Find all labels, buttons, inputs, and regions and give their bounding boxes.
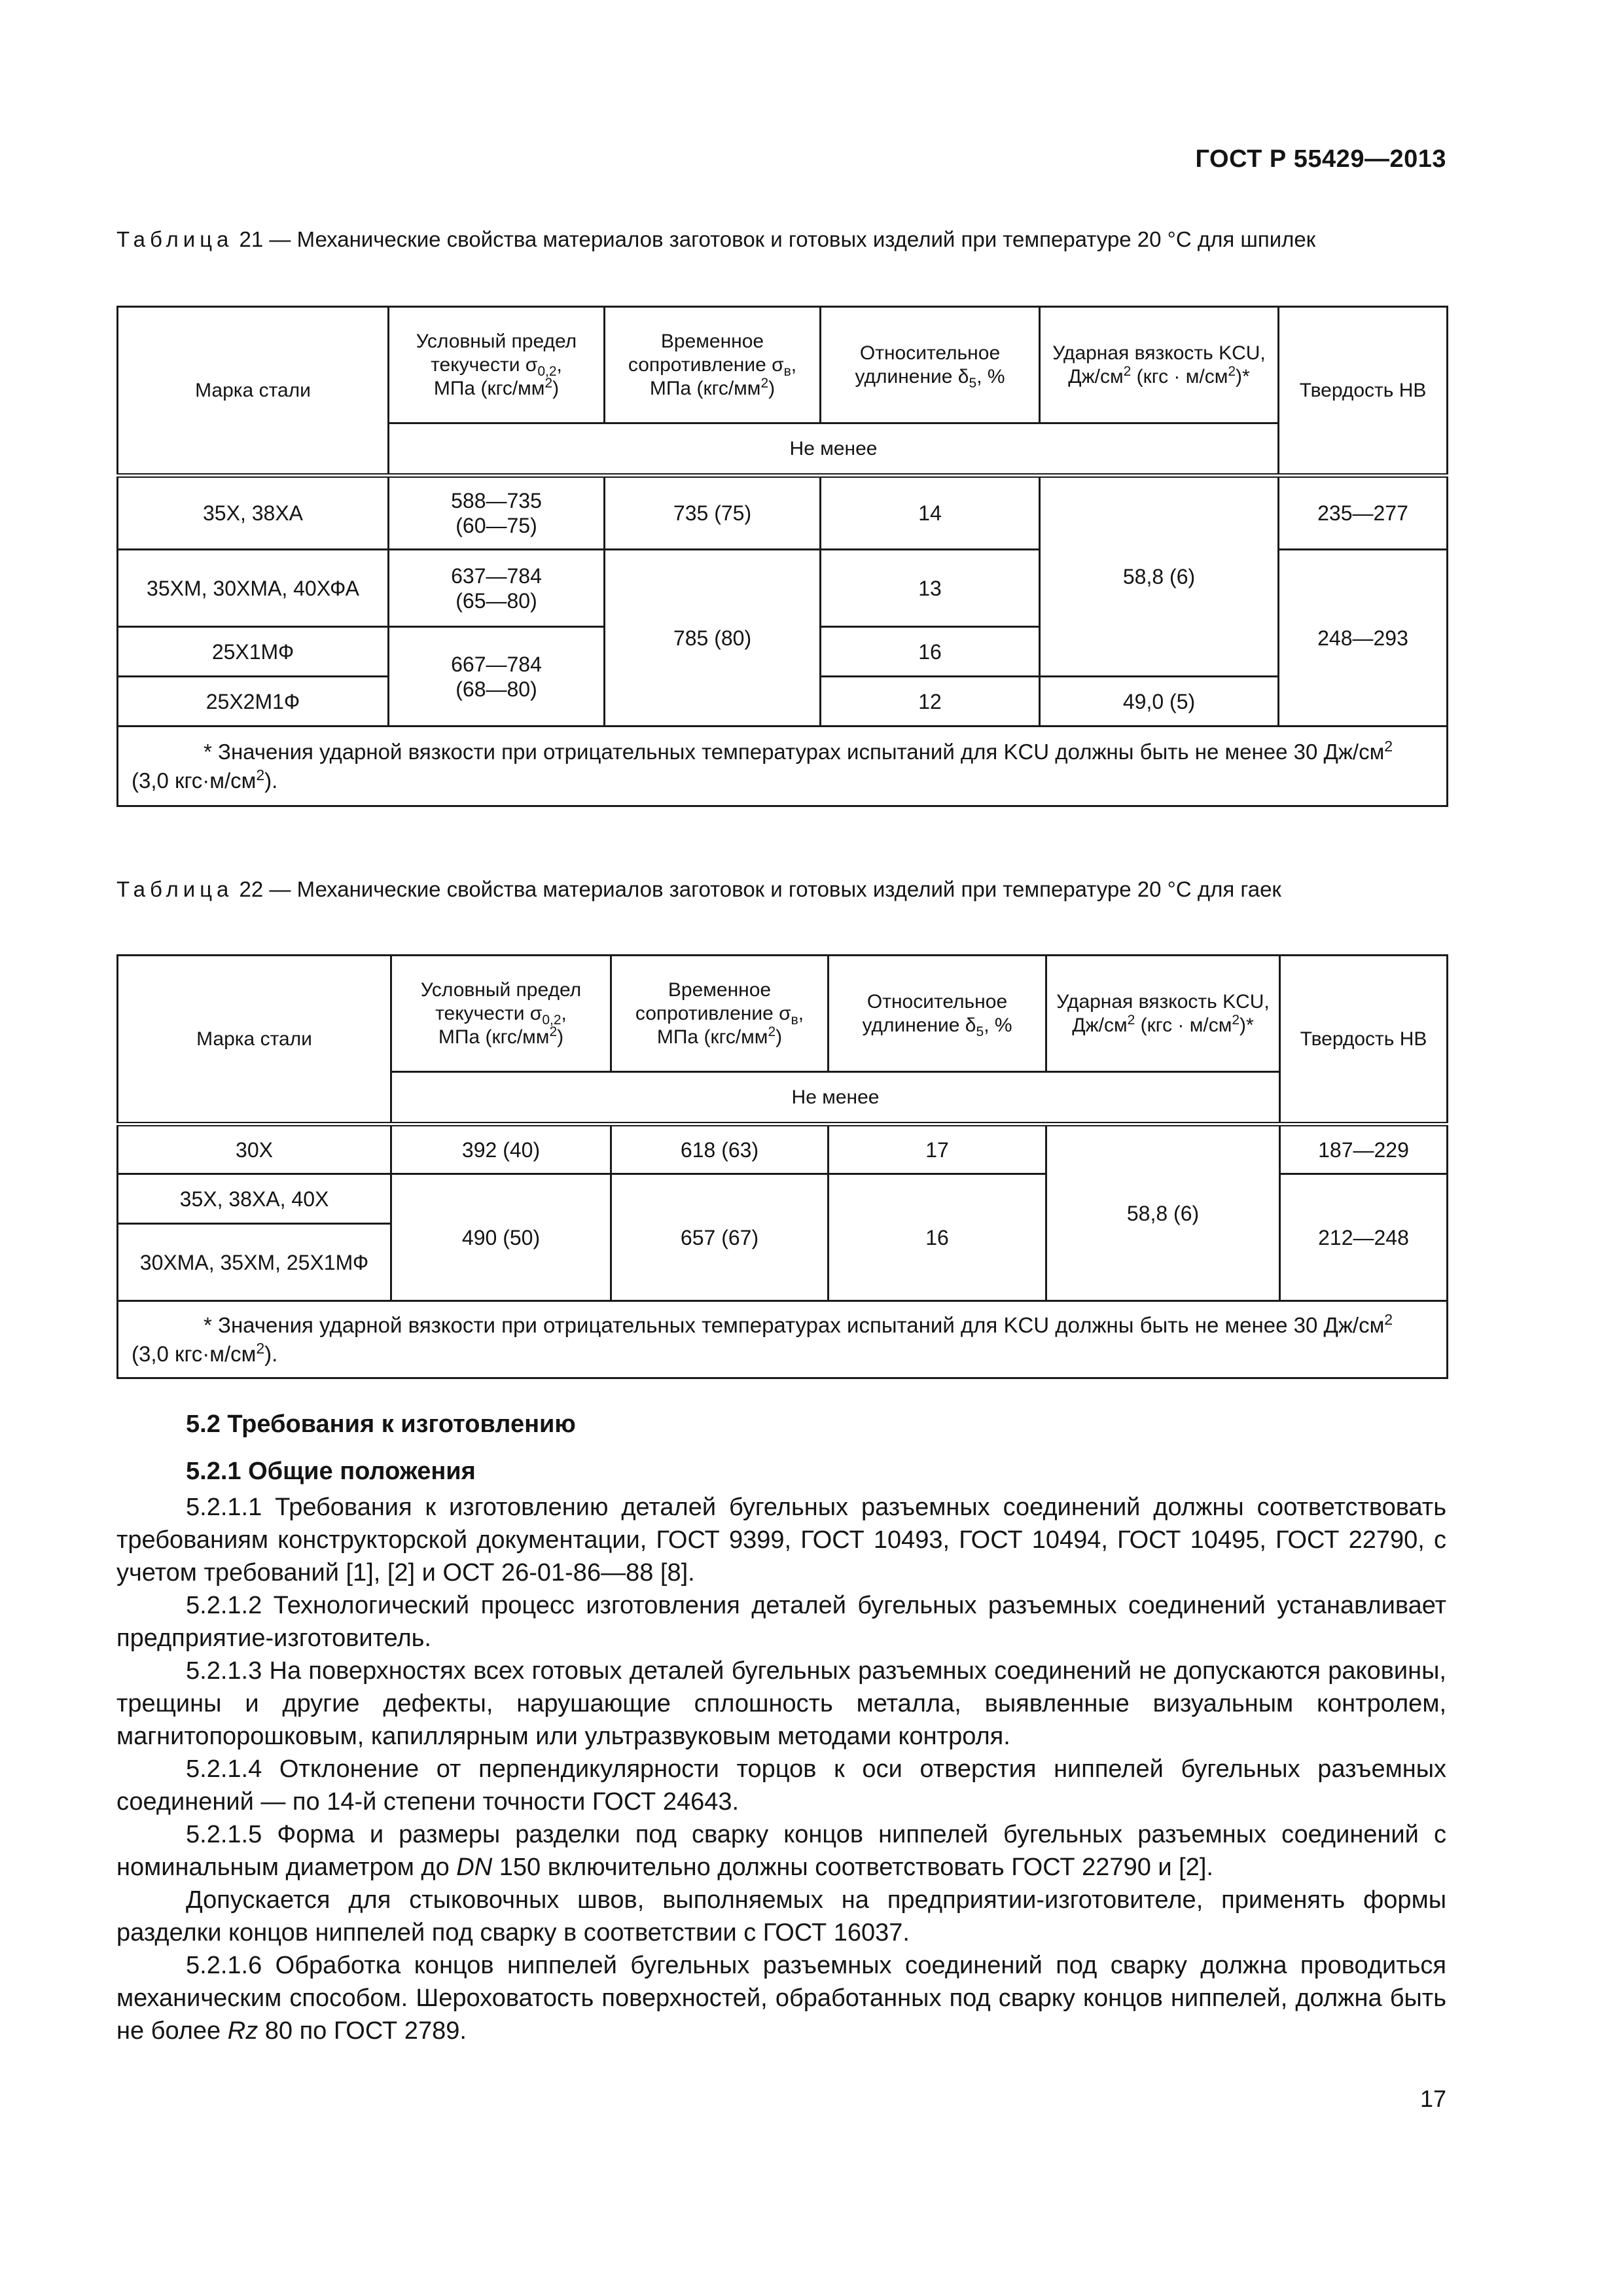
table22-not-less: Не менее [391,1072,1280,1124]
table21-cell-elongation: 12 [821,677,1040,726]
table22-cell-tensile: 618 (63) [611,1124,829,1174]
table22-cell-yield: 490 (50) [391,1174,611,1301]
table22-cell-marka: 30ХМА, 35ХМ, 25Х1МФ [118,1224,391,1301]
table22-header-elongation: Относительное удлинение $\delta_5$, % [829,956,1046,1072]
table21-header-hardness: Твердость НВ [1279,307,1448,476]
table21-cell-yield: 667—784 (68—80) [389,627,605,726]
table21-cell-tensile: 735 (75) [605,476,821,550]
table21-not-less: Не менее [389,423,1279,476]
table22-cell-tensile: 657 (67) [611,1174,829,1301]
table22-caption-lead: Таблица [116,877,234,901]
table22-cell-hardness: 187—229 [1280,1124,1448,1174]
table21-cell-tensile: 785 (80) [605,550,821,726]
table22-cell-marka: 35Х, 38ХА, 40Х [118,1174,391,1224]
table22 [116,954,1448,1379]
table22-cell-elongation: 17 [829,1124,1046,1174]
table21-cell-impact: 58,8 (6) [1040,476,1279,677]
section-heading: 5.2 Требования к изготовлению [186,1410,576,1438]
subsection-heading: 5.2.1 Общие положения [186,1458,476,1485]
table22-cell-yield: 392 (40) [391,1124,611,1174]
table21-cell-marka: 25Х2М1Ф [118,677,389,726]
table22-header-tensile: Временное сопротивление $\sigma_в$, МПа $(кгс/мм^2)$ [611,956,829,1072]
table22-cell-elongation: 16 [829,1174,1046,1301]
table22-header-marka: Марка стали [118,956,391,1124]
table21-footnote: * Значения ударной вязкости при отрицательных температурах испытаний для KCU должны быть не менее 30 $Дж/см^2$ (3,0 $кгс\cdot м/см^2$). [118,726,1448,806]
paragraph-5-2-1-3: 5.2.1.3 На поверхностях всех готовых деталей бугельных разъемных соединений не допускаются раковины, трещины и другие дефекты, нарушающие сплошность металла, выявленные визуальным контролем, магнитопорошковым, капиллярным или ультразвуковым методами контроля. [116,1657,1446,1750]
table22-header-yield: Условный предел текучести $\sigma_{0,2}$, МПа $(кгс/мм^2)$ [391,956,611,1072]
table21-cell-marka: 25Х1МФ [118,627,389,677]
paragraph-5-2-1-4: 5.2.1.4 Отклонение от перпендикулярности торцов к оси отверстия ниппелей бугельных разъемных соединений — по 14-й степени точности ГОСТ 24643. [116,1755,1446,1816]
table21-cell-marka: 35ХМ, 30ХМА, 40ХФА [118,550,389,627]
table22-cell-marka: 30Х [118,1124,391,1174]
table22-cell-hardness: 212—248 [1280,1174,1448,1301]
table21-cell-yield: 637—784 (65—80) [389,550,605,627]
table21-header-tensile: Временное сопротивление $\sigma_в$, МПа $(кгс/мм^2)$ [605,307,821,423]
section-5-2 [116,1406,1446,2047]
paragraph-welding-forms: Допускается для стыковочных швов, выполняемых на предприятии-изготовителе, применять формы разделки концов ниппелей под сварку в соответствии с ГОСТ 16037. [116,1886,1446,1946]
table21-header-marka: Марка стали [118,307,389,476]
document-code: ГОСТ Р 55429—2013 [1195,145,1446,173]
table21-cell-elongation: 16 [821,627,1040,677]
table21-cell-impact: 49,0 (5) [1040,677,1279,726]
table21-cell-marka: 35Х, 38ХА [118,476,389,550]
paragraph-5-2-1-2: 5.2.1.2 Технологический процесс изготовления деталей бугельных разъемных соединений устанавливает предприятие-изготовитель. [116,1592,1446,1652]
table21-cell-hardness: 248—293 [1279,550,1448,726]
table21-caption [116,224,1445,255]
table21-cell-elongation: 13 [821,550,1040,627]
table21-cell-elongation: 14 [821,476,1040,550]
paragraph-5-2-1-5: 5.2.1.5 Форма и размеры разделки под сварку концов ниппелей бугельных разъемных соединений с номинальным диаметром до DN 150 включительно должны соответствовать ГОСТ 22790 и [2]. [116,1821,1446,1881]
page-number: 17 [1419,2085,1446,2112]
table21-header-impact: Ударная вязкость KCU, $Дж/см^2$ $(кгс \cdot м/см^2)*$ [1040,307,1279,423]
table22-caption-text: 22 — Механические свойства материалов заготовок и готовых изделий при температуре 20 °C для гаек [233,877,1281,901]
table21-cell-hardness: 235—277 [1279,476,1448,550]
table21-caption-text: 21 — Механические свойства материалов заготовок и готовых изделий при температуре 20 °C для шпилек [233,227,1316,251]
table21-caption-lead: Таблица [116,227,234,251]
paragraph-5-2-1-6: 5.2.1.6 Обработка концов ниппелей бугельных разъемных соединений под сварку должна проводиться механическим способом. Шероховатость поверхностей, обработанных под сварку концов ниппелей, должна быть не более Rz 80 по ГОСТ 2789. [116,1952,1446,2045]
table22-caption [116,874,1445,905]
table21-cell-yield: 588—735 (60—75) [389,476,605,550]
table22-header-hardness: Твердость НВ [1280,956,1448,1124]
table21-header-yield: Условный предел текучести $\sigma_{0,2}$, МПа $(кгс/мм^2)$ [389,307,605,423]
table22-header-impact: Ударная вязкость KCU, $Дж/см^2$ $(кгс \cdot м/см^2)*$ [1046,956,1280,1072]
table22-footnote: * Значения ударной вязкости при отрицательных температурах испытаний для KCU должны быть не менее 30 $Дж/см^2$ (3,0 $кгс\cdot м/см^2$). [118,1301,1448,1378]
table21-header-elongation: Относительное удлинение $\delta_5$, % [821,307,1040,423]
paragraph-5-2-1-1: 5.2.1.1 Требования к изготовлению деталей бугельных разъемных соединений должны соответствовать требованиям конструкторской документации, ГОСТ 9399, ГОСТ 10493, ГОСТ 10494, ГОСТ 10495, ГОСТ 22790, с учетом требований [1], [2] и ОСТ 26-01-86—88 [8]. [116,1494,1446,1587]
table21 [116,306,1448,807]
table22-cell-impact: 58,8 (6) [1046,1124,1280,1301]
